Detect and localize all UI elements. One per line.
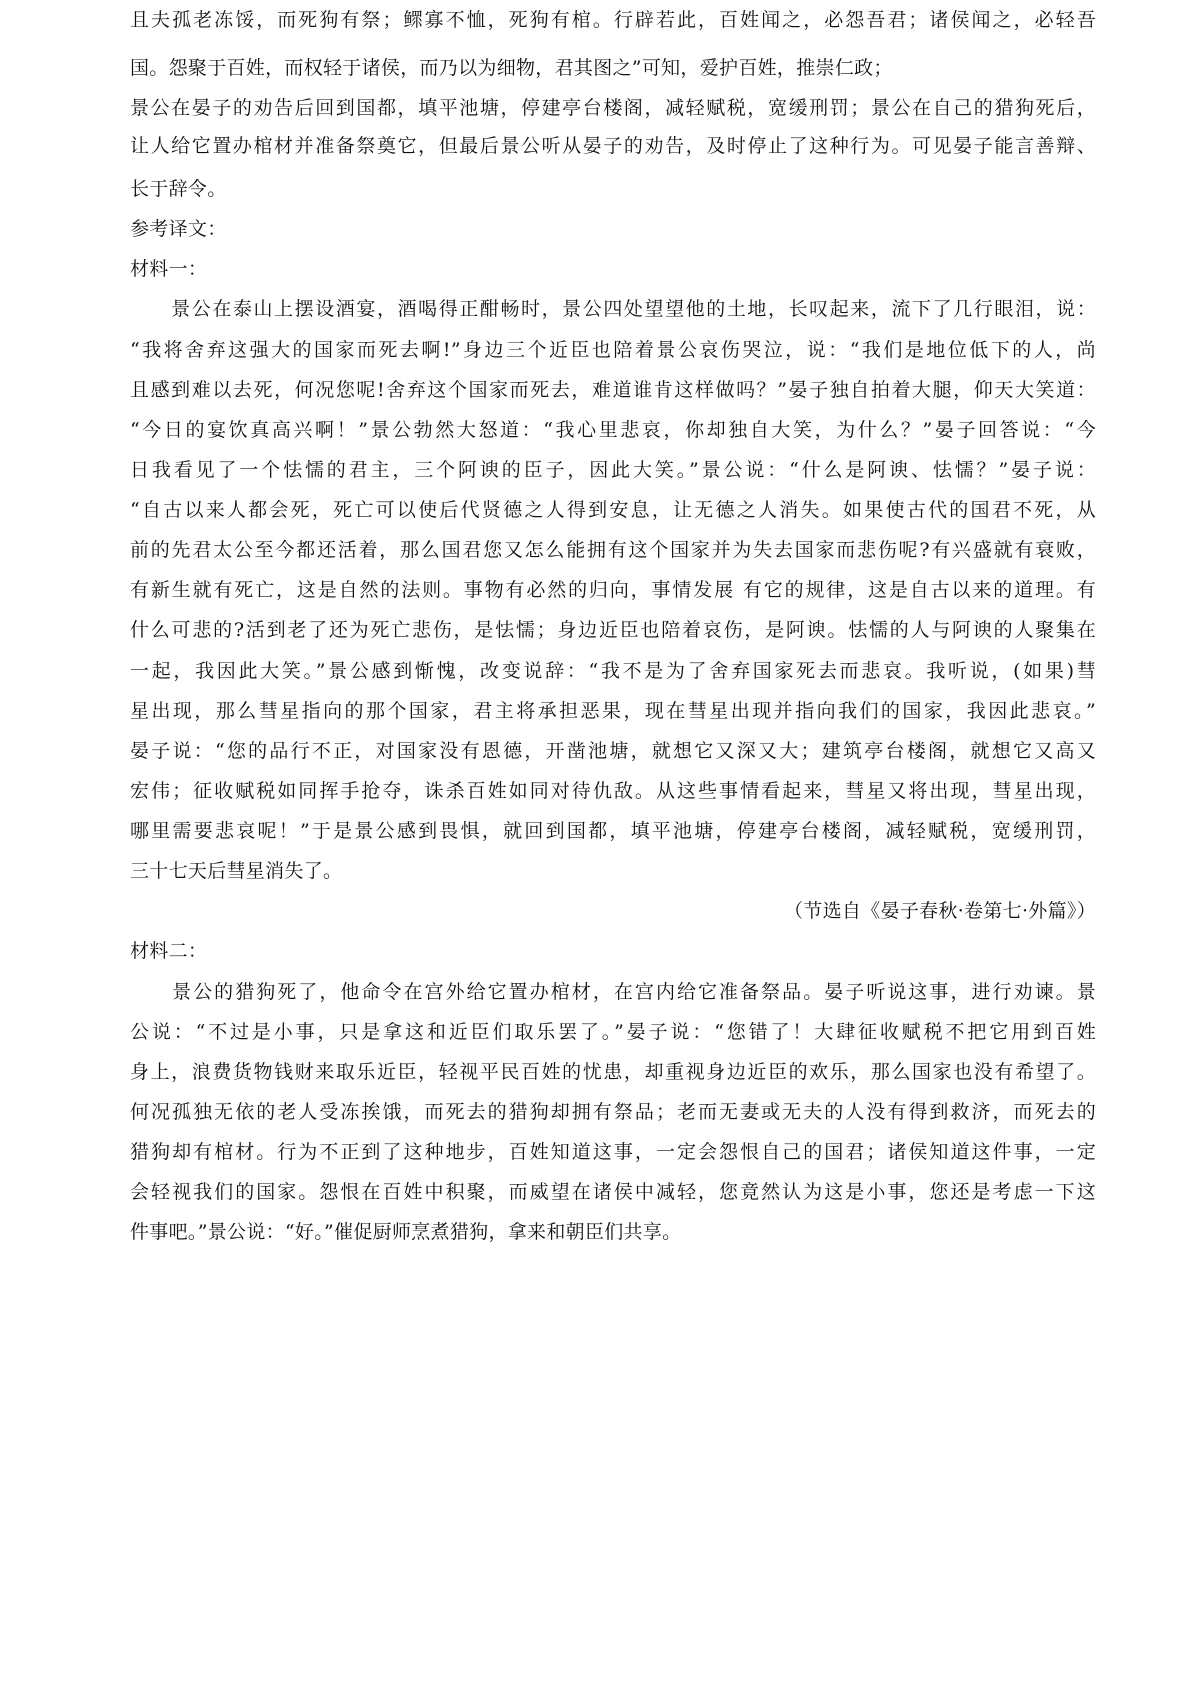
translation-heading: 参考译文： [130, 218, 227, 240]
text-line: 星出现，那么彗星指向的那个国家，君主将承担恶果，现在彗星出现并指向我们的国家，我因此悲哀。” [130, 700, 1096, 722]
text-line: 一起，我因此大笑。”景公感到惭愧，改变说辞：“我不是为了舍弃国家死去而悲哀。我听说，(如果)彗 [130, 660, 1096, 682]
text-line: 且夫孤老冻馁，而死狗有祭；鳏寡不恤，死狗有棺。行辟若此，百姓闻之，必怨吾君；诸侯闻之，必轻吾 [130, 9, 1096, 31]
text-line: “我将舍弃这强大的国家而死去啊!”身边三个近臣也陪着景公哀伤哭泣，说：“我们是地位低下的人，尚 [130, 339, 1096, 361]
text-line: 长于辞令。 [130, 178, 227, 200]
text-line: 哪里需要悲哀呢！”于是景公感到畏惧，就回到国都，填平池塘，停建亭台楼阁，减轻赋税，宽缓刑罚， [130, 820, 1096, 842]
material2-heading: 材料二： [130, 940, 208, 962]
text-line: 猎狗却有棺材。行为不正到了这种地步，百姓知道这事，一定会怨恨自己的国君；诸侯知道这件事，一定 [130, 1141, 1096, 1163]
text-line: 三十七天后彗星消失了。 [130, 860, 343, 882]
text-line: 什么可悲的?活到老了还为死亡悲伤，是怯懦；身边近臣也陪着哀伤，是阿谀。怯懦的人与阿谀的人聚集在 [130, 619, 1096, 641]
text-line: 国。怨聚于百姓，而权轻于诸侯，而乃以为细物，君其图之”可知，爱护百姓，推崇仁政； [130, 57, 893, 79]
text-line: 景公在泰山上摆设酒宴，酒喝得正酣畅时，景公四处望望他的土地，长叹起来，流下了几行眼泪，说： [130, 298, 1096, 320]
text-line: 景公的猎狗死了，他命令在宫外给它置办棺材，在宫内给它准备祭品。晏子听说这事，进行劝谏。景 [130, 981, 1096, 1003]
text-line: 日我看见了一个怯懦的君主，三个阿谀的臣子，因此大笑。”景公说：“什么是阿谀、怯懦？”晏子说： [130, 459, 1096, 481]
text-line: 前的先君太公至今都还活着，那么国君您又怎么能拥有这个国家并为失去国家而悲伤呢?有兴盛就有衰败， [130, 539, 1096, 561]
text-line: 让人给它置办棺材并准备祭奠它，但最后景公听从晏子的劝告，及时停止了这种行为。可见晏子能言善辩、 [130, 135, 1096, 157]
text-line: “今日的宴饮真高兴啊！”景公勃然大怒道：“我心里悲哀，你却独自大笑，为什么？”晏子回答说：“今 [130, 419, 1096, 441]
source-citation: （节选自《晏子春秋·卷第七·外篇》） [784, 900, 1096, 922]
text-line: 晏子说：“您的品行不正，对国家没有恩德，开凿池塘，就想它又深又大；建筑亭台楼阁，就想它又高又 [130, 740, 1096, 762]
text-line: 何况孤独无依的老人受冻挨饿，而死去的猎狗却拥有祭品；老而无妻或无夫的人没有得到救济，而死去的 [130, 1101, 1096, 1123]
text-line: 公说：“不过是小事，只是拿这和近臣们取乐罢了。”晏子说：“您错了！大肆征收赋税不把它用到百姓 [130, 1021, 1096, 1043]
text-line: 件事吧。”景公说：“好。”催促厨师烹煮猎狗，拿来和朝臣们共享。 [130, 1221, 682, 1243]
text-line: “自古以来人都会死，死亡可以使后代贤德之人得到安息，让无德之人消失。如果使古代的国君不死，从 [130, 499, 1096, 521]
material1-heading: 材料一： [130, 258, 208, 280]
text-line: 有新生就有死亡，这是自然的法则。事物有必然的归向，事情发展 有它的规律，这是自古以来的道理。有 [130, 579, 1096, 601]
text-line: 宏伟；征收赋税如同挥手抢夺，诛杀百姓如同对待仇敌。从这些事情看起来，彗星又将出现，彗星出现， [130, 780, 1096, 802]
text-line: 景公在晏子的劝告后回到国都，填平池塘，停建亭台楼阁，减轻赋税，宽缓刑罚；景公在自己的猎狗死后， [130, 97, 1096, 119]
text-line: 会轻视我们的国家。怨恨在百姓中积聚，而威望在诸侯中减轻，您竟然认为这是小事，您还是考虑一下这 [130, 1181, 1096, 1203]
text-line: 身上，浪费货物钱财来取乐近臣，轻视平民百姓的忧患，却重视身边近臣的欢乐，那么国家也没有希望了。 [130, 1061, 1096, 1083]
text-line: 且感到难以去死，何况您呢!舍弃这个国家而死去，难道谁肯这样做吗？”晏子独自拍着大腿，仰天大笑道： [130, 379, 1096, 401]
